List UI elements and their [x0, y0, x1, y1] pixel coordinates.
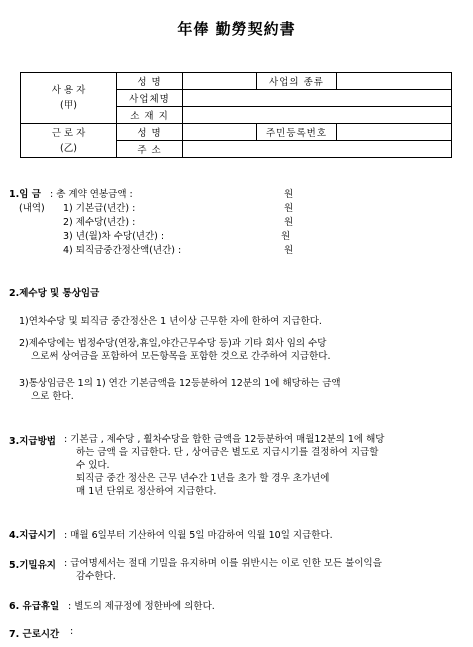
section1-item-4: 4) 퇴직금중간정산액(년간) :: [63, 245, 182, 256]
address-label: 주 소: [117, 141, 183, 158]
resident-no-field[interactable]: [337, 124, 452, 141]
section2-paragraph-3-line-1: 3)통상임금은 1의 1) 연간 기본금액을 12등분하여 12분의 1에 해당하는 금액: [19, 378, 341, 389]
section2-paragraph-1: 1)연차수당 및 퇴직금 중간정산은 1 년이상 근무한 자에 한하여 지급한다.: [19, 316, 322, 327]
section6-text: : 별도의 제규정에 정한바에 의한다.: [68, 601, 215, 612]
section3-line-5: 매 1년 단위로 정산하여 지급한다.: [76, 486, 217, 497]
section1-detail-label: (내역): [19, 203, 45, 214]
section1-item-3-unit: 원: [281, 231, 291, 242]
location-label: 소 재 지: [117, 107, 183, 124]
section1-item-4-unit: 원: [284, 245, 294, 256]
section2-paragraph-2-line-2: 으로써 상여금을 포함하여 모든항목을 포함한 것으로 간주하여 지급한다.: [31, 351, 331, 362]
employee-sub-label: (乙): [60, 142, 77, 154]
employer-cell: [21, 73, 117, 124]
employer-sub-label: (甲): [60, 100, 77, 111]
section1-item-3: 3) 년(월)차 수당(년간) :: [63, 231, 165, 242]
document-title: 年俸 勤勞契約書: [177, 20, 296, 38]
employer-label: 사 용 자: [51, 85, 86, 96]
section5-line-2: 감수한다.: [76, 571, 116, 582]
section3-line-2: 하는 금액 을 지급한다. 단 , 상여금은 별도로 지급시기를 결정하여 지급할: [76, 447, 379, 458]
section6-title: 6. 유급휴일: [9, 601, 60, 612]
section5-title: 5.기밀유지: [9, 560, 56, 571]
section2-title: 2.제수당 및 통상임금: [9, 288, 100, 299]
section5-body: [64, 557, 382, 583]
employer-name-label: 성 명: [117, 73, 183, 90]
section4-title: 4.지급시기: [9, 530, 56, 541]
employee-name-field[interactable]: [183, 124, 257, 141]
section1-item-1-unit: 원: [284, 203, 294, 214]
section1-total-unit: 원: [284, 189, 294, 200]
business-name-field[interactable]: [183, 90, 452, 107]
section3-line-3: 수 있다.: [76, 460, 110, 471]
section3-line-1: : 기본급 , 제수당 , 휠차수당을 합한 금액을 12등분하여 매월12분의 1에 해당: [64, 434, 385, 445]
section7-text: :: [70, 626, 74, 637]
business-type-field[interactable]: [337, 73, 452, 90]
address-field[interactable]: [183, 141, 452, 158]
employee-cell: [21, 124, 117, 158]
section4-text: : 매월 6일부터 기산하여 익월 5일 마감하여 익월 10일 지급한다.: [64, 530, 333, 541]
section2-paragraph-2: [19, 337, 330, 363]
party-info-table: [20, 72, 452, 158]
section3-title: 3.지급방법: [9, 436, 56, 447]
section2-paragraph-3-line-2: 으로 한다.: [31, 391, 74, 402]
business-name-label: 사업체명: [117, 90, 183, 107]
employee-label: 근 로 자: [51, 127, 86, 139]
section7-title: 7. 근로시간: [9, 629, 60, 640]
section1-item-2-unit: 원: [284, 217, 294, 228]
section3-body: [64, 433, 384, 498]
section2-paragraph-2-line-1: 2)제수당에는 법정수당(연장,휴일,야간근무수당 등)과 기타 회사 임의 수당: [19, 338, 327, 349]
section1-item-1: 1) 기본급(년간) :: [63, 203, 136, 214]
resident-no-label: 주민등록번호: [257, 124, 337, 141]
section1-intro: : 총 계약 연봉금액 :: [50, 189, 133, 200]
business-type-label: 사업의 종류: [257, 73, 337, 90]
section1-item-2: 2) 제수당(년간) :: [63, 217, 136, 228]
section3-line-4: 퇴직금 중간 정산은 근무 년수간 1년을 초가 할 경우 초가년에: [76, 473, 330, 484]
location-field[interactable]: [183, 107, 452, 124]
employee-name-label: 성 명: [117, 124, 183, 141]
employer-name-field[interactable]: [183, 73, 257, 90]
section5-line-1: : 급여명세서는 절대 기밀을 유지하며 이를 위반시는 이로 인한 모든 불이익을: [64, 558, 382, 569]
section2-paragraph-3: [19, 377, 341, 403]
section1-title: 1.임 금: [9, 189, 41, 200]
